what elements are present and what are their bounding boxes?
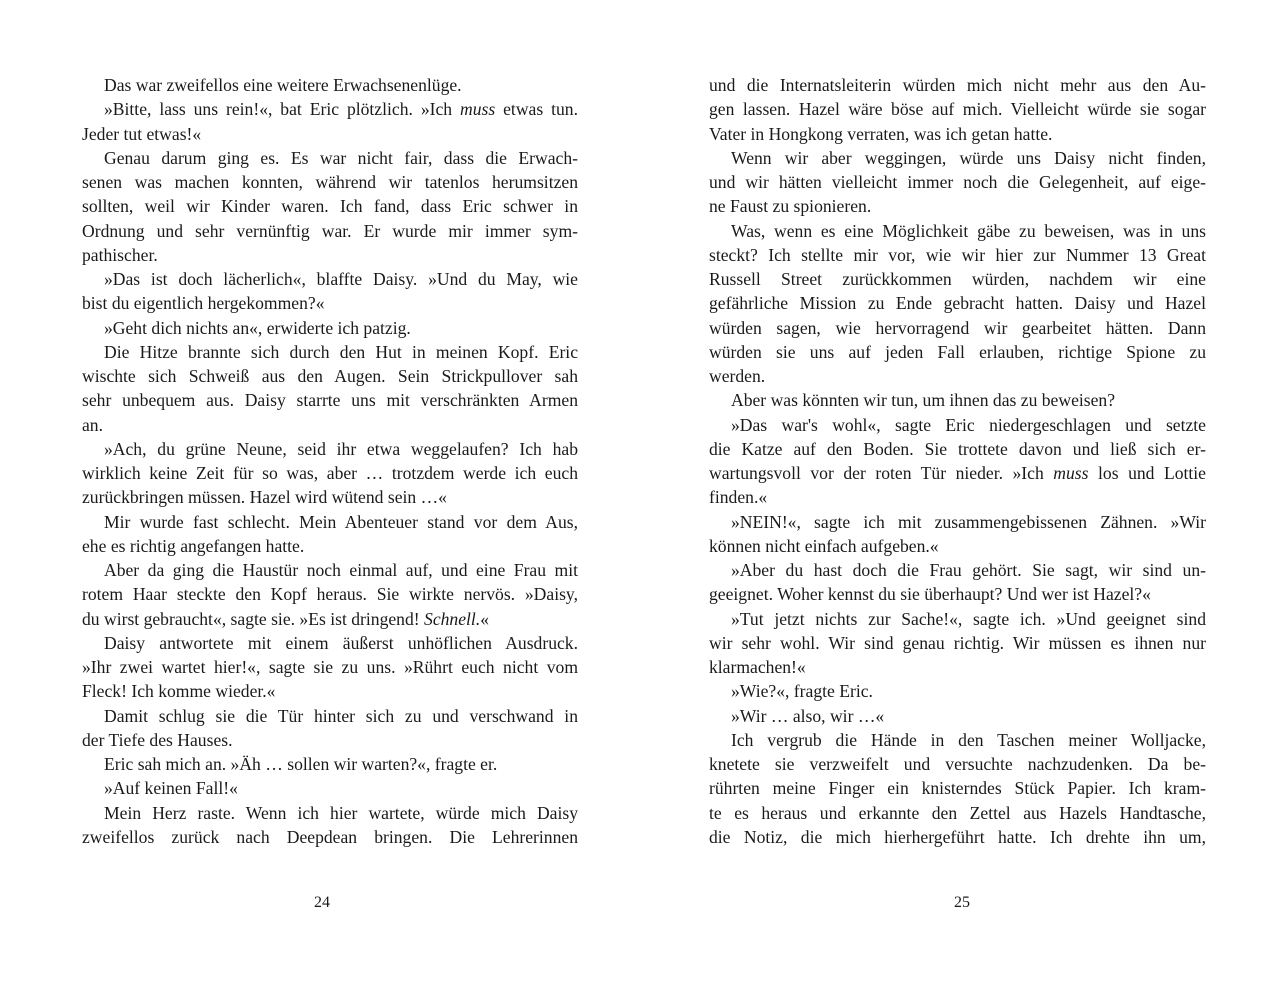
text-line: wartungsvoll vor der roten Tür nieder. »Ich muss los und Lottie	[709, 463, 1206, 483]
text-line: Vater in Hongkong verraten, was ich getan hatte.	[709, 123, 1053, 144]
text-line: »Ach, du grüne Neune, seid ihr etwa weggelaufen? Ich hab	[104, 438, 578, 459]
text-line: ehe es richtig angefangen hatte.	[82, 535, 305, 556]
text-line: »Aber du hast doch die Frau gehört. Sie sagt, wir sind un-	[731, 560, 1206, 580]
text-line: Damit schlug sie die Tür hinter sich zu und verschwand in	[104, 705, 578, 726]
text-line: Russell Street zurückkommen würden, nachdem wir eine	[709, 269, 1206, 289]
left-page-body	[82, 73, 578, 849]
text-line: Jeder tut etwas!«	[82, 123, 202, 144]
text-line: Daisy antwortete mit einem äußerst unhöflichen Ausdruck.	[104, 632, 578, 653]
text-line: an.	[82, 414, 104, 435]
text-line: wischte sich Schweiß aus den Augen. Sein Strickpullover sah	[82, 366, 578, 386]
text-line: klarmachen!«	[709, 657, 806, 677]
text-line: »Wie?«, fragte Eric.	[731, 681, 873, 702]
text-line: »Geht dich nichts an«, erwiderte ich patzig.	[104, 317, 411, 338]
text-line: zweifellos zurück nach Deepdean bringen. Die Lehrerinnen	[82, 826, 578, 847]
text-line: sollten, weil wir Kinder waren. Ich fand, dass Eric schwer in	[82, 196, 578, 217]
text-line: würden sie uns auf jeden Fall erlauben, richtige Spione zu	[709, 341, 1206, 362]
text-line: gefährliche Mission zu Ende gebracht hatten. Daisy und Hazel	[709, 293, 1206, 314]
text-line: »Tut jetzt nichts zur Sache!«, sagte ich. »Und geeignet sind	[731, 608, 1206, 629]
text-line: die Notiz, die mich hierhergeführt hatte. Ich drehte ihn um,	[709, 826, 1206, 847]
text-line: rührten meine Finger ein knisterndes Stück Papier. Ich kram-	[709, 778, 1206, 799]
text-line: Was, wenn es eine Möglichkeit gäbe zu beweisen, was in uns	[731, 220, 1206, 241]
text-line: »Ihr zwei wartet hier!«, sagte sie zu uns. »Rührt euch nicht vom	[82, 657, 578, 677]
text-line: geeignet. Woher kennst du sie überhaupt? Und wer ist Hazel?«	[709, 584, 1151, 605]
text-line: senen was machen konnten, während wir tatenlos herumsitzen	[82, 172, 578, 192]
text-line: du wirst gebraucht«, sagte sie. »Es ist dringend! Schnell.«	[82, 608, 490, 629]
text-line: und wir hätten vielleicht immer noch die Gelegenheit, auf eige-	[709, 172, 1206, 192]
text-line: Das war zweifellos eine weitere Erwachsenenlüge.	[104, 75, 462, 95]
text-line: te es heraus und erkannte den Zettel aus Hazels Handtasche,	[709, 802, 1206, 823]
text-line: Aber was könnten wir tun, um ihnen das zu beweisen?	[731, 390, 1116, 411]
text-line: gen lassen. Hazel wäre böse auf mich. Vielleicht würde sie sogar	[709, 99, 1206, 120]
text-line: »Bitte, lass uns rein!«, bat Eric plötzlich. »Ich muss etwas tun.	[104, 99, 578, 120]
text-line: Die Hitze brannte sich durch den Hut in meinen Kopf. Eric	[104, 341, 578, 362]
text-line: können nicht einfach aufgeben.«	[709, 535, 939, 556]
text-line: rotem Haar steckte den Kopf heraus. Sie wirkte nervös. »Daisy,	[82, 584, 578, 605]
text-line: Mir wurde fast schlecht. Mein Abenteuer stand vor dem Aus,	[104, 511, 578, 532]
text-line: der Tiefe des Hauses.	[82, 729, 233, 750]
page-number-left: 24	[314, 894, 330, 911]
text-line: ne Faust zu spionieren.	[709, 196, 872, 217]
text-line: und die Internatsleiterin würden mich nicht mehr aus den Au-	[709, 75, 1206, 95]
text-line: Ich vergrub die Hände in den Taschen meiner Wolljacke,	[731, 729, 1206, 750]
text-line: zurückbringen müssen. Hazel wird wütend sein …«	[82, 487, 447, 508]
page-number-right: 25	[954, 894, 970, 911]
text-line: »Das war's wohl«, sagte Eric niedergeschlagen und setzte	[731, 414, 1206, 435]
text-line: Eric sah mich an. »Äh … sollen wir warten?«, fragte er.	[104, 754, 498, 774]
text-line: wir sehr wohl. Wir sind genau richtig. Wir müssen es ihnen nur	[709, 632, 1206, 653]
text-line: sehr unbequem aus. Daisy starrte uns mit verschränkten Armen	[82, 390, 578, 411]
text-line: Genau darum ging es. Es war nicht fair, dass die Erwach-	[104, 147, 578, 168]
text-line: Fleck! Ich komme wieder.«	[82, 681, 276, 702]
text-line: Wenn wir aber weggingen, würde uns Daisy nicht finden,	[731, 147, 1206, 168]
text-line: »Wir … also, wir …«	[731, 705, 885, 726]
text-line: Aber da ging die Haustür noch einmal auf, und eine Frau mit	[104, 560, 578, 580]
text-line: wirklich keine Zeit für so was, aber … trotzdem werde ich euch	[82, 463, 578, 483]
text-line: »Auf keinen Fall!«	[104, 778, 238, 799]
text-line: steckt? Ich stellte mir vor, wie wir hier zur Nummer 13 Great	[709, 244, 1206, 265]
text-line: pathischer.	[82, 244, 158, 265]
text-line: bist du eigentlich hergekommen?«	[82, 293, 325, 314]
right-page-body	[709, 73, 1206, 849]
text-line: die Katze auf den Boden. Sie trottete davon und ließ sich er-	[709, 438, 1206, 459]
text-line: Ordnung und sehr vernünftig war. Er wurde mir immer sym-	[82, 220, 578, 241]
text-line: finden.«	[709, 487, 768, 508]
text-line: werden.	[709, 366, 766, 386]
text-line: würden sagen, wie hervorragend wir gearbeitet hätten. Dann	[709, 317, 1206, 338]
text-line: »NEIN!«, sagte ich mit zusammengebissenen Zähnen. »Wir	[731, 511, 1206, 532]
text-line: Mein Herz raste. Wenn ich hier wartete, würde mich Daisy	[104, 802, 578, 823]
text-line: knetete sie verzweifelt und versuchte nachzudenken. Da be-	[709, 754, 1206, 774]
text-line: »Das ist doch lächerlich«, blaffte Daisy. »Und du May, wie	[104, 269, 578, 289]
